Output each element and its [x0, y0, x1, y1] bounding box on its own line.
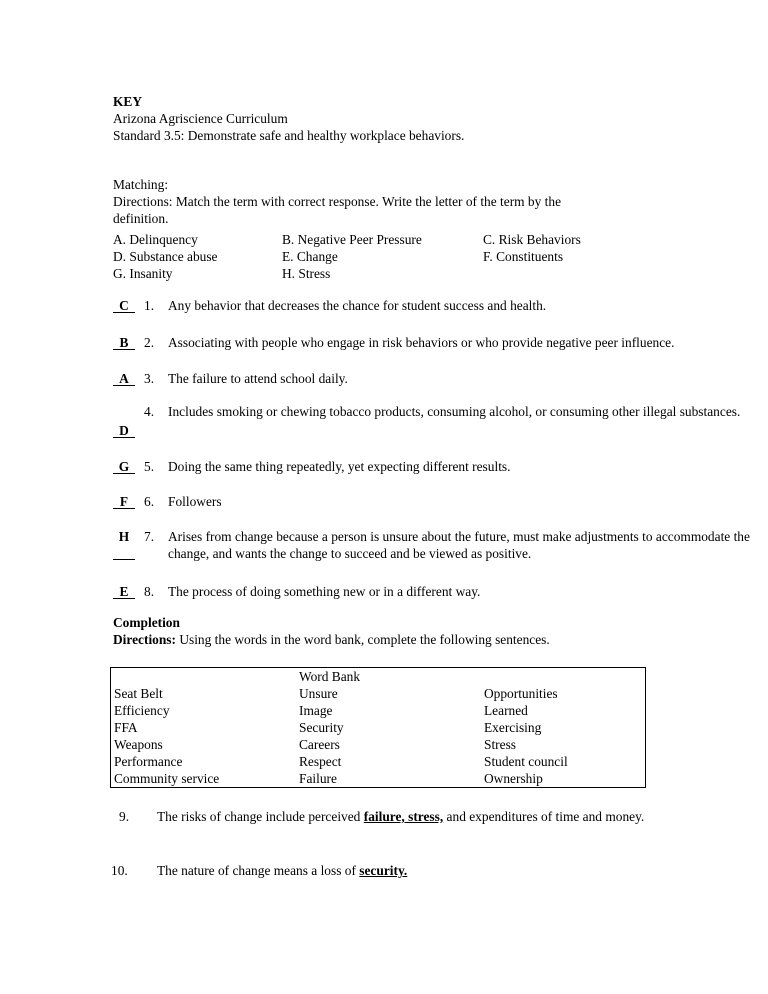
answer-blank[interactable]: A — [113, 370, 135, 386]
word-bank-word: Weapons — [114, 737, 163, 752]
key-label: KEY — [113, 94, 143, 109]
question-number: 4. — [144, 404, 155, 419]
filled-answer: failure, stress, — [363, 809, 444, 824]
answer-blank[interactable]: F — [113, 493, 135, 509]
question-number: 9. — [119, 809, 130, 824]
word-bank-word: Student council — [484, 754, 568, 769]
terms-column-1 — [113, 231, 218, 282]
standard-line: Standard 3.5: Demonstrate safe and healthy workplace behaviors. — [113, 128, 465, 143]
question-text: Followers — [168, 494, 222, 509]
answer-blank[interactable]: D — [113, 422, 135, 438]
word-bank-word: Learned — [484, 703, 528, 718]
matching-directions-line2: definition. — [113, 211, 169, 226]
word-bank-word: Seat Belt — [114, 686, 163, 701]
answer-blank[interactable]: C — [113, 297, 135, 313]
question-number: 1. — [144, 298, 155, 313]
matching-header — [113, 176, 561, 227]
term: D. Substance abuse — [113, 249, 218, 264]
word-bank-word: FFA — [114, 720, 138, 735]
matching-directions-line1: Directions: Match the term with correct response. Write the letter of the term by the — [113, 194, 562, 209]
term: E. Change — [282, 249, 338, 264]
word-bank-title: Word Bank — [299, 669, 361, 684]
answer-blank[interactable]: E — [113, 583, 135, 599]
word-bank-word: Exercising — [484, 720, 542, 735]
answer-letter: H — [118, 529, 130, 544]
question-number: 8. — [144, 584, 155, 599]
word-bank-word: Careers — [299, 737, 340, 752]
term: A. Delinquency — [113, 232, 198, 247]
curriculum-title: Arizona Agriscience Curriculum — [113, 111, 288, 126]
question-text: Doing the same thing repeatedly, yet expecting different results. — [168, 459, 511, 474]
term: G. Insanity — [113, 266, 173, 281]
word-bank-table — [110, 667, 646, 788]
question-text: Associating with people who engage in risk behaviors or who provide negative peer influence. — [168, 335, 675, 350]
question-number: 7. — [144, 529, 155, 544]
word-bank-word: Stress — [484, 737, 516, 752]
filled-answer: security. — [359, 863, 408, 878]
word-bank-column-1 — [114, 685, 219, 787]
term: F. Constituents — [483, 249, 564, 264]
completion-header — [113, 614, 550, 648]
question-text: Any behavior that decreases the chance for student success and health. — [168, 298, 547, 313]
question-text: The failure to attend school daily. — [168, 371, 348, 386]
matching-title: Matching: — [113, 177, 169, 192]
word-bank-word: Community service — [114, 771, 220, 786]
term: B. Negative Peer Pressure — [282, 232, 422, 247]
term: C. Risk Behaviors — [483, 232, 581, 247]
completion-question-9: 9. The risks of change include perceived failure, stress, and expenditures of time and money. — [119, 809, 645, 824]
word-bank-column-3 — [484, 685, 568, 787]
answer-blank[interactable] — [113, 558, 135, 560]
word-bank-word: Unsure — [299, 686, 338, 701]
header — [113, 93, 464, 144]
word-bank-word: Image — [299, 703, 333, 718]
terms-column-2 — [282, 231, 422, 282]
term: H. Stress — [282, 266, 331, 281]
question-number: 10. — [111, 863, 128, 878]
completion-question-10: 10. The nature of change means a loss of security. — [111, 863, 408, 878]
completion-directions: Directions: Using the words in the word bank, complete the following sentences. — [113, 632, 550, 647]
terms-column-3 — [483, 231, 581, 265]
question-text: Arises from change because a person is unsure about the future, must make adjustments to accommodate the change, and wants the change to succeed and be viewed as positive. — [168, 529, 750, 561]
question-text: The process of doing something new or in a different way. — [168, 584, 481, 599]
question-number: 3. — [144, 371, 155, 386]
word-bank-word: Respect — [299, 754, 342, 769]
answer-blank[interactable]: B — [113, 334, 135, 350]
answer-blank[interactable]: G — [113, 458, 135, 474]
word-bank-word: Security — [299, 720, 344, 735]
completion-title: Completion — [113, 615, 180, 630]
word-bank-word: Performance — [114, 754, 183, 769]
word-bank-word: Failure — [299, 771, 337, 786]
word-bank-word: Ownership — [484, 771, 543, 786]
word-bank-column-2 — [299, 668, 360, 787]
question-number: 6. — [144, 494, 155, 509]
word-bank-word: Opportunities — [484, 686, 558, 701]
question-text: Includes smoking or chewing tobacco products, consuming alcohol, or consuming other illegal substances. — [168, 404, 741, 419]
question-number: 2. — [144, 335, 155, 350]
question-number: 5. — [144, 459, 155, 474]
word-bank-word: Efficiency — [114, 703, 170, 718]
